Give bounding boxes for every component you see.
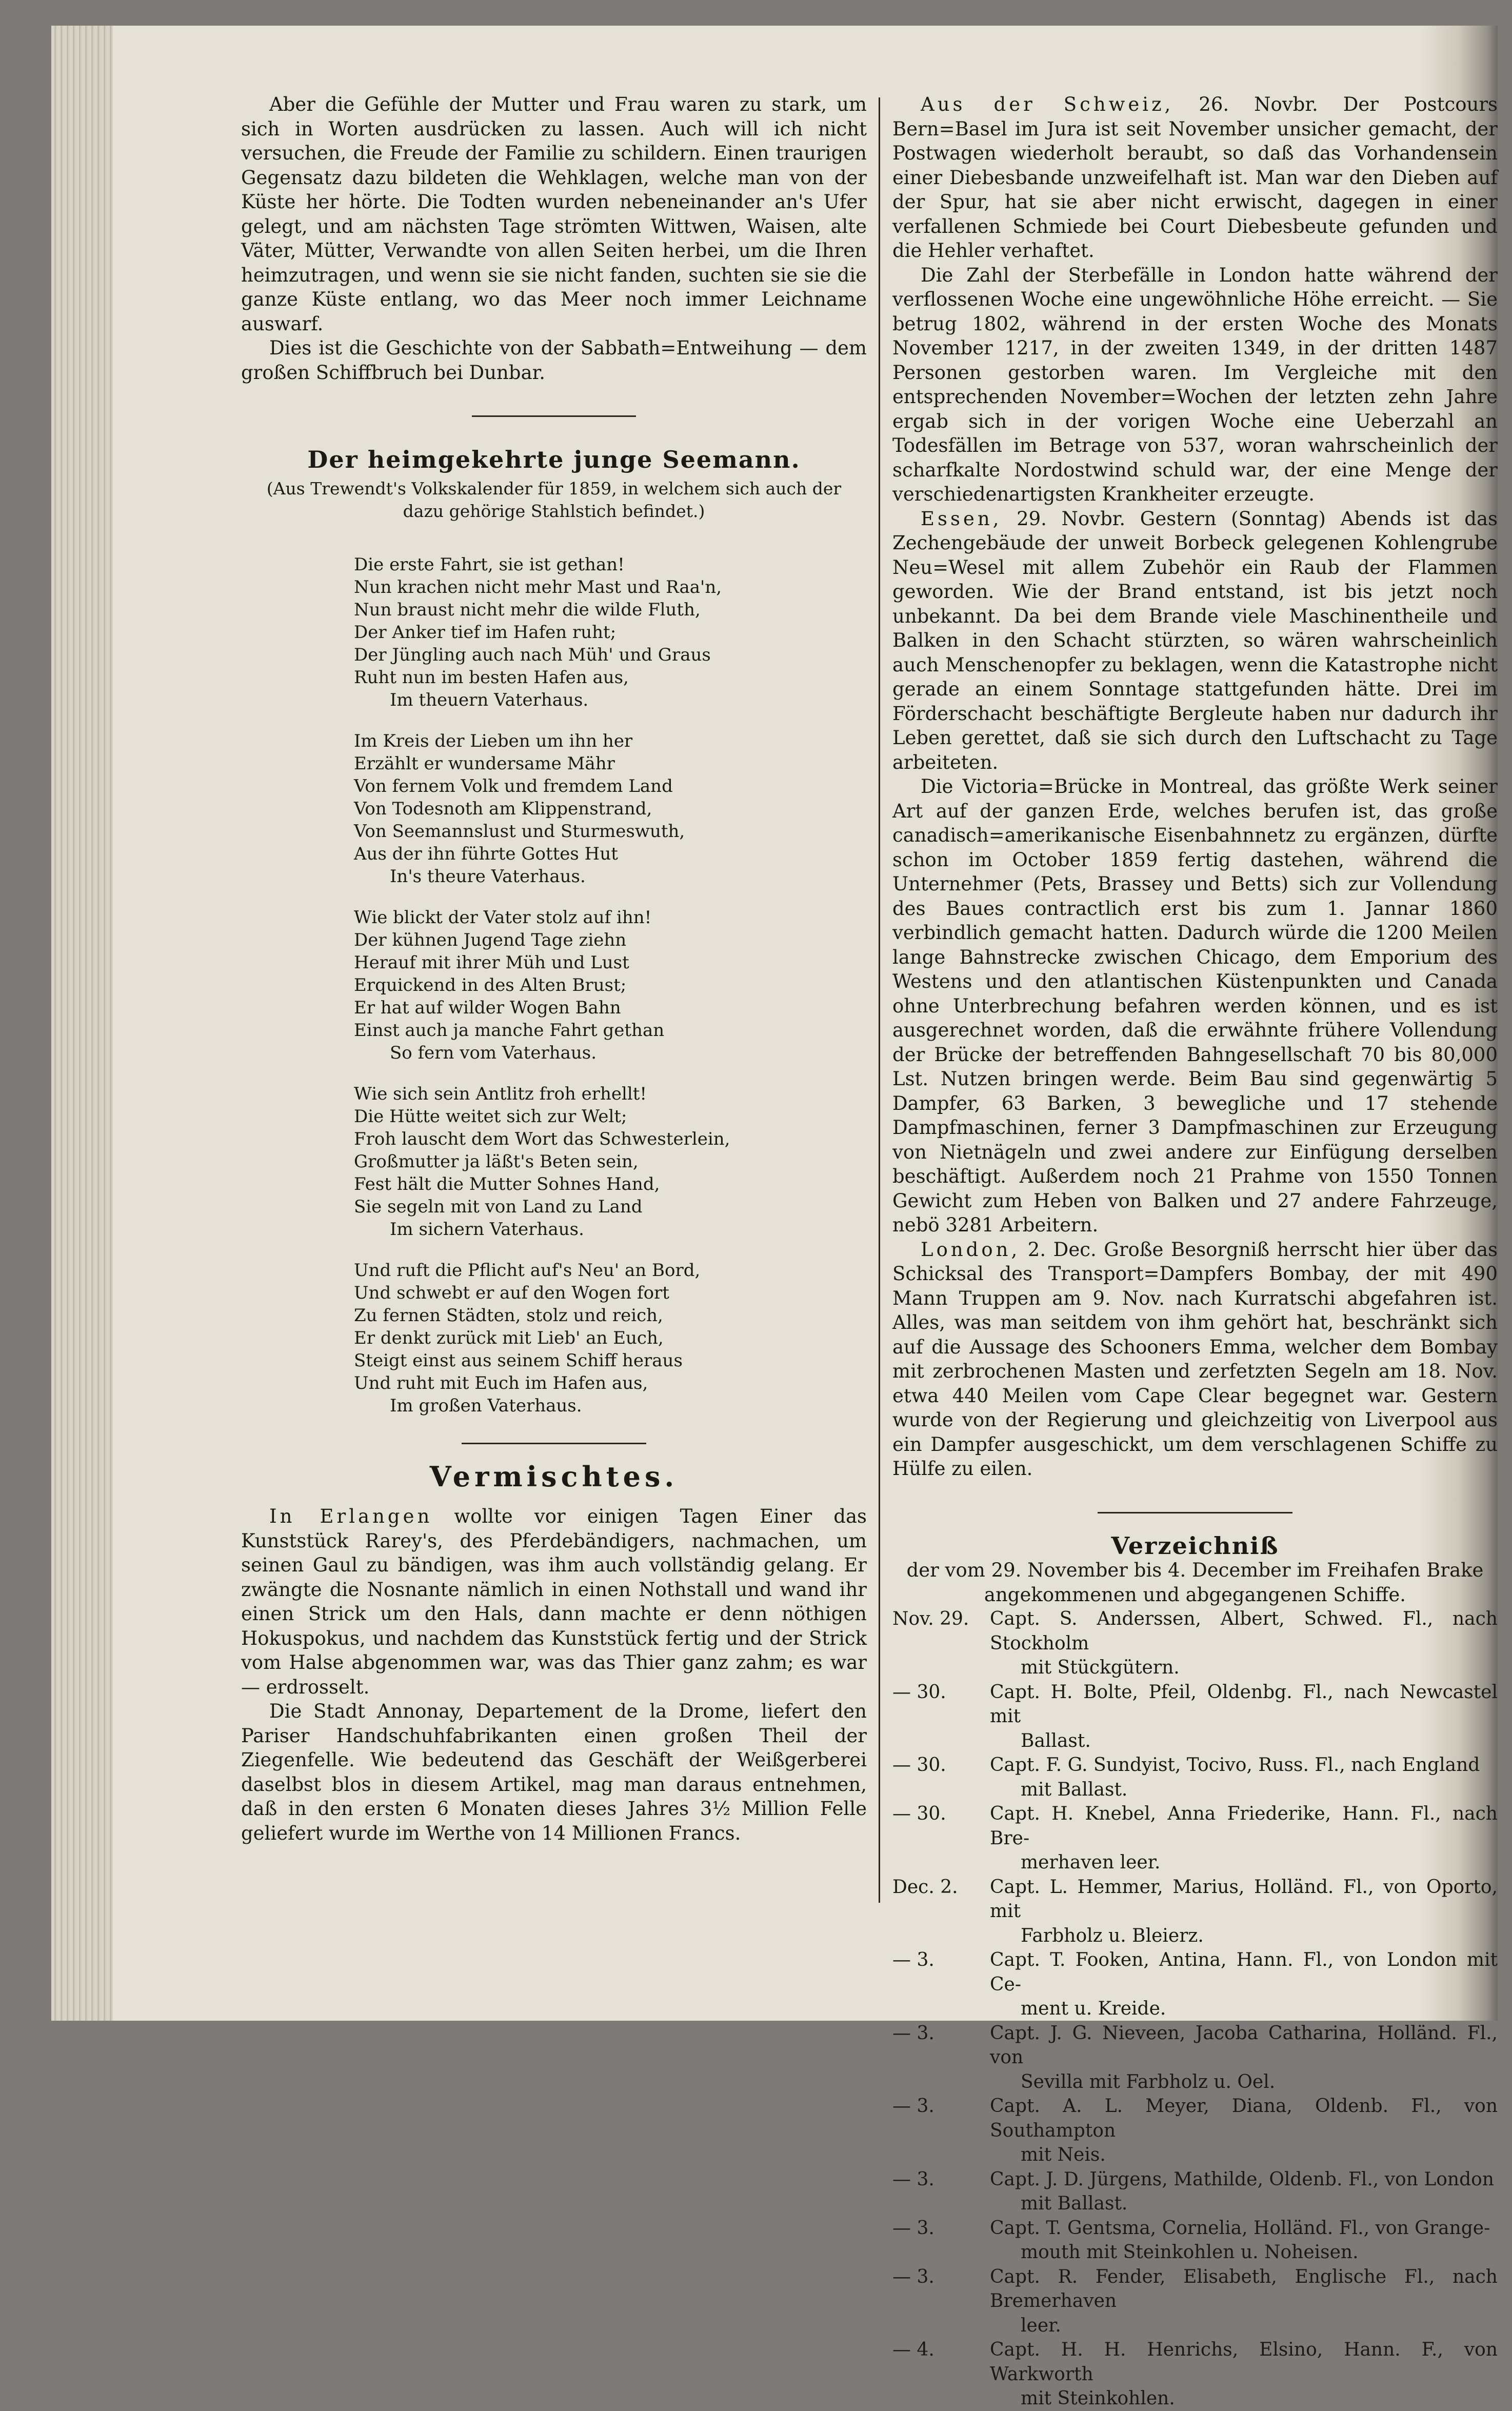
ship-entry <box>892 1948 1498 2021</box>
section-divider <box>1098 1512 1292 1513</box>
poem-line: Erquickend in des Alten Brust; <box>354 974 627 995</box>
poem-refrain: Im großen Vaterhaus. <box>390 1395 582 1416</box>
ship-date: — 3. <box>892 2022 934 2044</box>
news-item-victoria-bridge <box>892 774 1498 1238</box>
ship-entry <box>892 2338 1498 2411</box>
poem-line: Nun braust nicht mehr die wilde Fluth, <box>354 599 701 620</box>
ship-text-cont: Sevilla mit Farbholz u. Oel. <box>1021 2071 1276 2093</box>
ship-date: — 3. <box>892 2168 934 2190</box>
ship-date: Dec. 2. <box>892 1876 958 1898</box>
ship-text: Capt. F. G. Sundyist, Tocivo, Russ. Fl., nach England <box>990 1755 1480 1776</box>
misc-item-annonay <box>241 1699 867 1845</box>
poem-line: Die erste Fahrt, sie ist gethan! <box>354 554 625 575</box>
poem-line: Sie segeln mit von Land zu Land <box>354 1196 643 1217</box>
poem-source-note: (Aus Trewendt's Volkskalender für 1859, in welchem sich auch der dazu gehörige Stahlstich befindet.) <box>266 478 842 521</box>
poem-stanza <box>354 906 867 1064</box>
poem-stanza <box>354 1083 867 1241</box>
poem-line: Aus der ihn führte Gottes Hut <box>354 843 618 864</box>
poem-line: Nun krachen nicht mehr Mast und Raa'n, <box>354 576 722 597</box>
column-divider <box>879 97 880 1903</box>
ship-date: — 30. <box>892 1755 946 1776</box>
poem-line: Wie sich sein Antlitz froh erhellt! <box>354 1083 647 1104</box>
ship-text: Capt. J. D. Jürgens, Mathilde, Oldenb. Fl., von London <box>990 2168 1494 2190</box>
news-item-london-bombay <box>892 1238 1498 1481</box>
ship-text-cont: mit Neis. <box>1021 2144 1106 2165</box>
poem-refrain: Im sichern Vaterhaus. <box>390 1219 584 1240</box>
ship-text-cont: Farbholz u. Bleierz. <box>1021 1925 1204 1946</box>
poem-title: Der heimgekehrte junge Seemann. <box>307 446 801 473</box>
ship-date: — 3. <box>892 2096 934 2117</box>
section-divider <box>472 415 636 417</box>
misc-item-text: wollte vor einigen Tagen Einer das Kunststück Rarey's, des Pferdebändigers, nachmachen, um seinen Gaul zu bändigen, was ihm auch vollständig gelang. Er zwängte die Nosnante nämlich in einen Nothstall und wand ihr einen Strick um den Hals, dann machte er denn nöthigen Hokuspokus, und nachdem das Kunststück fertig und der Strick vom Halse abgenommen war, was das Thier ganz zahm; es war — erdrosselt. <box>241 1505 867 1698</box>
poem-line: Ruht nun im besten Hafen aus, <box>354 667 629 688</box>
ship-text: Capt. L. Hemmer, Marius, Holländ. Fl., von Oporto, mit <box>990 1876 1498 1922</box>
news-item-lead: London, <box>921 1238 1021 1261</box>
poem-line: Der Jüngling auch nach Müh' und Graus <box>354 644 711 665</box>
poem-refrain: Im theuern Vaterhaus. <box>390 689 589 710</box>
story-ending-paragraph: Aber die Gefühle der Mutter und Frau waren zu stark, um sich in Worten ausdrücken zu lassen. Auch will ich nicht versuchen, die Freude der Familie zu schildern. Einen traurigen Gegensatz dazu bildeten die Wehklagen, welche man von der Küste her hörte. Die Todten wurden nebeneinander an's Ufer gelegt, und am nächsten Tage strömten Wittwen, Waisen, alte Väter, Mütter, Verwandte von allen Seiten herbei, um die Ihren heimzutragen, und wenn sie sie nicht fanden, suchten sie sie die ganze Küste entlang, wo das Meer noch immer Leichname auswarf. <box>241 93 867 335</box>
ship-text: Capt. R. Fender, Elisabeth, Englische Fl., nach Bremerhaven <box>990 2266 1498 2312</box>
ship-entry <box>892 1753 1498 1802</box>
book-page-edges <box>51 26 113 2021</box>
poem-line: Die Hütte weitet sich zur Welt; <box>354 1106 627 1127</box>
poem-line: Er hat auf wilder Wogen Bahn <box>354 997 621 1018</box>
left-column <box>241 92 867 1845</box>
ship-date: — 4. <box>892 2339 934 2360</box>
ship-text-cont: mit Stückgütern. <box>1021 1657 1180 1678</box>
ship-text-cont: ment u. Kreide. <box>1021 1998 1166 2019</box>
ship-list-intro: der vom 29. November bis 4. December im Freihafen Brake angekommenen und abgegangenen Schiffe. <box>906 1559 1484 1606</box>
poem-line: Fest hält die Mutter Sohnes Hand, <box>354 1173 660 1194</box>
story-closing-line: Dies ist die Geschichte von der Sabbath=Entweihung — dem großen Schiffbruch bei Dunbar. <box>241 337 867 384</box>
ship-date: — 30. <box>892 1803 946 1824</box>
poem-line: Er denkt zurück mit Lieb' an Euch, <box>354 1327 664 1348</box>
ship-entry <box>892 1680 1498 1754</box>
ship-text-cont: mit Steinkohlen. <box>1021 2388 1175 2409</box>
poem-line: Steigt einst aus seinem Schiff heraus <box>354 1350 683 1371</box>
right-column <box>892 92 1498 2411</box>
poem-line: Wie blickt der Vater stolz auf ihn! <box>354 907 652 928</box>
news-item-lead: Essen, <box>921 507 1002 530</box>
ship-text: Capt. A. L. Meyer, Diana, Oldenb. Fl., von Southampton <box>990 2096 1498 2141</box>
ship-text: Capt. T. Gentsma, Cornelia, Holländ. Fl., von Grange- <box>990 2217 1490 2239</box>
poem-line: Froh lauscht dem Wort das Schwesterlein, <box>354 1128 730 1149</box>
ship-entry <box>892 2021 1498 2095</box>
poem-line: Herauf mit ihrer Müh und Lust <box>354 952 629 973</box>
newspaper-page <box>51 26 1498 2409</box>
misc-item-erlangen <box>241 1504 867 1699</box>
news-item-text: Die Zahl der Sterbefälle in London hatte während der verflossenen Woche eine ungewöhnliche Höhe erreicht. — Sie betrug 1802, während in der ersten Woche des Monats November 1217, in der zweiten 1349, in der dritten 1487 Personen gestorben waren. Im Vergleiche mit den entsprechenden November=Wochen der letzten zehn Jahre ergab sich in der vorigen Woche eine Ueberzahl an Todesfällen im Betrage von 537, woran wahrscheinlich der scharfkalte Nordostwind schuld war, der eine Menge der verschiedenartigsten Krankheiter erzeugte. <box>892 264 1498 505</box>
poem-line: Und ruft die Pflicht auf's Neu' an Bord, <box>354 1260 701 1281</box>
poem-line: Von fernem Volk und fremdem Land <box>354 775 673 796</box>
ship-date: — 3. <box>892 1949 934 1970</box>
poem-line: Und schwebt er auf den Wogen fort <box>354 1282 669 1303</box>
poem-stanza <box>354 553 867 711</box>
ship-entry <box>892 2167 1498 2216</box>
news-item-text: 26. Novbr. Der Postcours Bern=Basel im Jura ist seit November unsicher gemacht, der Postwagen wiederholt beraubt, so daß das Vorhandensein einer Diebesbande unzweifelhaft ist. Man war den Dieben auf der Spur, hat sie aber nicht erwischt, dagegen in einer verfallenen Schmiede bei Court Diebesbeute gefunden und die Hehler verhaftet. <box>892 93 1498 262</box>
news-item-london-deaths <box>892 263 1498 507</box>
ship-entry <box>892 2265 1498 2338</box>
poem-stanza <box>354 1259 867 1417</box>
ship-text-cont: mit Ballast. <box>1021 1779 1128 1800</box>
ship-text: Capt. T. Fooken, Antina, Hann. Fl., von London mit Ce- <box>990 1949 1498 1995</box>
ship-text-cont: leer. <box>1021 2315 1061 2336</box>
ship-text: Capt. H. Bolte, Pfeil, Oldenbg. Fl., nach Newcastel mit <box>990 1681 1498 1727</box>
ship-text-cont: mit Ballast. <box>1021 2193 1128 2214</box>
ship-date: Nov. 29. <box>892 1608 969 1629</box>
poem-line: Zu fernen Städten, stolz und reich, <box>354 1305 663 1326</box>
ship-text: Capt. H. Knebel, Anna Friederike, Hann. Fl., nach Bre- <box>990 1803 1498 1849</box>
news-item-lead: Aus der Schweiz, <box>921 93 1174 115</box>
news-item-text: 29. Novbr. Gestern (Sonntag) Abends ist das Zechengebäude der unweit Borbeck gelegenen Kohlengrube Neu=Wesel mit allem Zubehör ein Raub der Flammen geworden. Wie der Brand entstand, ist bis jetzt noch unbekannt. Da bei dem Brande viele Maschinentheile und Balken in den Schacht stürzten, so wären wahrscheinlich auch Menschenopfer zu beklagen, wenn die Katastrophe nicht gerade an einem Sonntage stattgefunden hätte. Drei im Förderschacht beschäftigte Bergleute haben nur dadurch ihr Leben gerettet, daß sie sich durch den Luftschacht zu Tage arbeiteten. <box>892 507 1498 773</box>
misc-item-text: Departement de la Drome, liefert den Pariser Handschuhfabrikanten einen großen Theil der Ziegenfelle. Wie bedeutend das Geschäft der Weißgerberei daselbst blos in diesem Artikel, mag man daraus entnehmen, daß in den ersten 6 Monaten dieses Jahres 3½ Million Felle geliefert wurde im Werthe von 14 Millionen Francs. <box>241 1700 867 1844</box>
ship-text-cont: Ballast. <box>1021 1730 1091 1751</box>
ship-entry <box>892 2094 1498 2167</box>
ship-text: Capt. H. H. Henrichs, Elsino, Hann. F., von Warkworth <box>990 2339 1498 2385</box>
poem-line: Von Todesnoth am Klippenstrand, <box>354 798 652 819</box>
poem-stanza <box>354 730 867 888</box>
ship-entry <box>892 1802 1498 1875</box>
misc-section-title: Vermischtes. <box>429 1460 679 1493</box>
news-item-text: 2. Dec. Große Besorgniß herrscht hier über das Schicksal des Transport=Dampfers Bombay, der mit 490 Mann Truppen am 9. Nov. nach Kurratschi abgefahren ist. Alles, was man seitdem von ihm gehört hat, beschränkt sich auf die Aussage des Schooners Emma, welcher dem Bombay mit zerbrochenen Masten und zerfetzten Segeln am 18. Nov. etwa 440 Meilen vom Cape Clear begegnet war. Gestern wurde von der Regierung und gleichzeitig von Liverpool aus ein Dampfer ausgeschickt, um dem verschlagenen Schiffe zu Hülfe zu eilen. <box>892 1238 1498 1480</box>
news-item-text: Die Victoria=Brücke in Montreal, das größte Werk seiner Art auf der ganzen Erde, welches berufen ist, das große canadisch=amerikanische Eisenbahnnetz zu ergänzen, dürfte schon im October 1859 fertig dastehen, während die Unternehmer (Pets, Brassey und Betts) sich zur Vollendung des Baues contractlich erst bis zum 1. Jannar 1860 verbindlich gemacht hatten. Dadurch würde die 1200 Meilen lange Bahnstrecke zwischen Chicago, dem Emporium des Westens und den atlantischen Küstenpunkten und Canada ohne Unterbrechung befahren werden können, und es ist ausgerechnet worden, daß die erwähnte frühere Vollendung der Brücke der betreffenden Bahngesellschaft 70 bis 80,000 Lst. Nutzen bringen werde. Beim Bau sind gegenwärtig 5 Dampfer, 63 Barken, 3 bewegliche und 17 stehende Dampfmaschinen, ferner 3 Dampfmaschinen zur Erzeugung von Nietnägeln und zwei andere zur Einfügung derselben beschäftigt. Außerdem noch 21 Prahme von 1550 Tonnen Gewicht zum Heben von Balken und 27 andere Fahrzeuge, nebö 3281 Arbeitern. <box>892 775 1498 1236</box>
poem-line: Der Anker tief im Hafen ruht; <box>354 622 616 643</box>
misc-item-lead: In Erlangen <box>269 1505 433 1527</box>
poem-line: Einst auch ja manche Fahrt gethan <box>354 1020 665 1041</box>
news-item-schweiz <box>892 92 1498 263</box>
poem-line: Großmutter ja läßt's Beten sein, <box>354 1151 639 1172</box>
poem-line: Von Seemannslust und Sturmeswuth, <box>354 821 685 842</box>
ship-text: Capt. S. Anderssen, Albert, Schwed. Fl., nach Stockholm <box>990 1608 1498 1654</box>
ship-text-cont: merhaven leer. <box>1021 1852 1161 1873</box>
ship-date: — 30. <box>892 1681 946 1703</box>
misc-item-lead: Die Stadt Annonay, <box>269 1700 465 1722</box>
ship-list-title: Verzeichniß <box>1111 1531 1279 1560</box>
ship-text-cont: mouth mit Steinkohlen u. Noheisen. <box>1021 2242 1359 2263</box>
news-item-essen <box>892 507 1498 775</box>
poem-line: Erzählt er wundersame Mähr <box>354 753 615 774</box>
ship-text: Capt. J. G. Nieveen, Jacoba Catharina, Holländ. Fl., von <box>990 2022 1498 2068</box>
poem-refrain: In's theure Vaterhaus. <box>390 866 586 887</box>
ship-entry <box>892 1875 1498 1948</box>
poem-refrain: So fern vom Vaterhaus. <box>390 1042 597 1063</box>
ship-entry <box>892 1607 1498 1680</box>
ship-entry <box>892 2216 1498 2265</box>
section-divider <box>462 1443 646 1444</box>
ship-date: — 3. <box>892 2217 934 2239</box>
poem-line: Und ruht mit Euch im Hafen aus, <box>354 1372 648 1393</box>
ship-date: — 3. <box>892 2266 934 2287</box>
poem-line: Der kühnen Jugend Tage ziehn <box>354 929 627 950</box>
poem-line: Im Kreis der Lieben um ihn her <box>354 730 633 751</box>
